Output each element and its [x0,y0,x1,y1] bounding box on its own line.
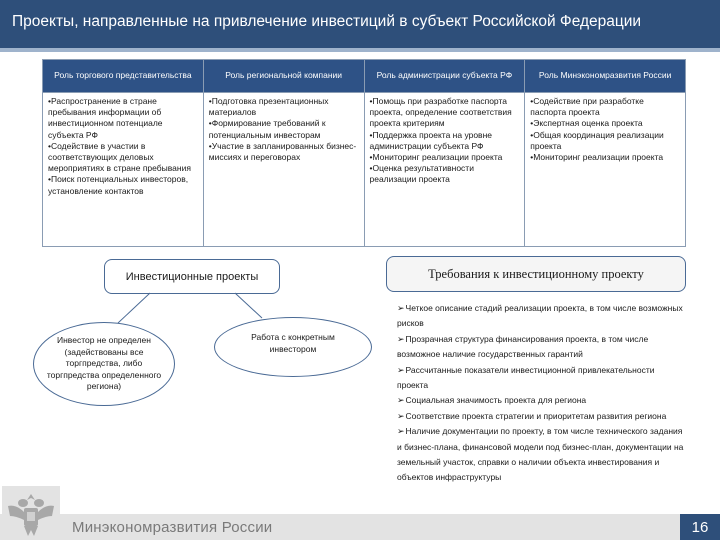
header-regional-company: Роль региональной компании [203,60,364,93]
requirement-item [397,393,685,408]
requirement-text: Наличие документации по проекту, в том числе технического задания и бизнес-плана, финансовой модели под бизнес-план, документации на земельный участок, справки о наличии объекта инвестирования и объектов инфраструктуры [397,426,684,483]
known-investor-text: Работа с конкретным инвестором [251,332,335,354]
connector-left [118,293,150,323]
investment-projects-title: Инвестиционные проекты [125,270,259,283]
role-item: •Общая координация реализации проекта [530,129,664,151]
role-item: •Мониторинг реализации проекта [530,152,664,163]
russian-coat-of-arms-icon [2,486,60,540]
requirements-box [386,256,686,292]
role-item: •Формирование требований к потенциальным инвесторам [208,118,326,140]
requirement-item [397,409,685,424]
role-item: •Распространение в стране пребывания информации об инвестиционном потенциале субъекта РФ [48,96,163,140]
arrow-bullet-icon: ➢ [397,395,405,406]
unknown-investor-ellipse [33,322,175,406]
header-region-administration: Роль администрации субъекта РФ [364,60,525,93]
role-item: •Оценка результативности реализации проекта [369,163,474,185]
known-investor-ellipse [214,317,372,377]
role-item: •Поиск потенциальных инвесторов, установление контактов [48,174,189,196]
slide-title: Проекты, направленные на привлечение инвестиций в субъект Российской Федерации [12,13,642,30]
header-trade-mission: Роль торгового представительства [43,60,204,93]
arrow-bullet-icon: ➢ [397,333,405,344]
page-number-text: 16 [691,518,709,536]
requirement-text: Социальная значимость проекта для региона [405,395,587,406]
requirement-text: Прозрачная структура финансирования проекта, в том числе возможное наличие государственных гарантий [397,333,649,360]
requirement-item [397,332,685,363]
connector-right [235,293,262,318]
role-item: •Участие в запланированных бизнес-миссиях и переговорах [208,140,357,163]
role-item: •Мониторинг реализации проекта [369,152,503,163]
role-item: •Помощь при разработке паспорта проекта, определение соответствия проекта критериям [369,96,512,129]
requirement-item [397,301,685,332]
role-item: •Экспертная оценка проекта [530,118,643,129]
role-item: •Поддержка проекта на уровне администрации субъекта РФ [369,129,492,151]
requirement-text: Соответствие проекта стратегии и приоритетам развития региона [405,410,667,421]
role-item: •Подготовка презентационных материалов [208,96,329,118]
page-number [680,514,720,540]
unknown-investor-text: Инвестор не определен (задействованы все торгпредства, либо торгпредства определенного региона) [46,335,162,392]
role-item: •Содействие при разработке паспорта проекта [530,96,644,118]
requirement-text: Рассчитанные показатели инвестиционной привлекательности проекта [397,364,655,391]
requirements-list [397,301,685,486]
arrow-bullet-icon: ➢ [397,364,405,375]
requirement-text: Четкое описание стадий реализации проекта, в том числе возможных рисков [397,303,683,329]
arrow-bullet-icon: ➢ [397,410,405,421]
arrow-bullet-icon: ➢ [397,426,405,437]
header-ministry: Роль Минэкономразвития России [525,60,686,93]
role-item: •Содействие в участии в соответствующих деловых мероприятиях в стране пребывания [48,140,191,174]
requirements-title: Требования к инвестиционному проекту [428,266,644,281]
arrow-bullet-icon: ➢ [397,303,405,313]
requirement-item [397,363,685,394]
requirement-item [397,424,685,486]
footer-ministry-label: Минэкономразвития России [72,519,273,536]
